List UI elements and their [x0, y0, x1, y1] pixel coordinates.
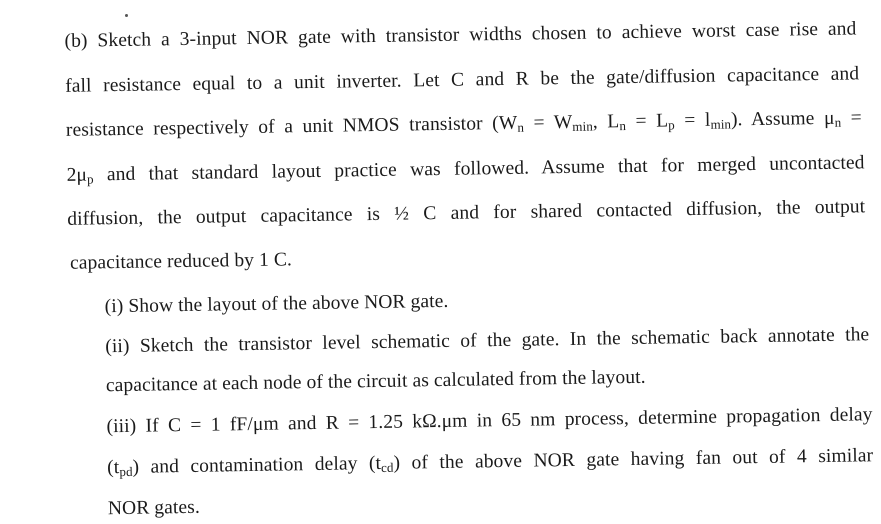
text-segment: = W [523, 111, 573, 134]
question-line-5: diffusion, the output capacitance is ½ C and for shared contacted diffusion, the output [67, 196, 866, 230]
question-line-2: fall resistance equal to a unit inverter. Let C and R be the gate/diffusion capacitance and [65, 63, 860, 97]
subscript: pd [119, 463, 133, 480]
text-segment: = l [674, 109, 711, 132]
text-segment: ) of the above NOR gate having fan out of 4 similar [393, 445, 874, 474]
part-ii-line-1: (ii) Sketch the transistor level schematic of the gate. In the schematic back annotate the [105, 324, 870, 358]
text-segment: ) and contamination delay (t [132, 452, 382, 478]
text-segment: , L [592, 111, 620, 133]
text-segment: = [841, 107, 862, 129]
text-segment: and that standard layout practice was followed. Assume that for merged uncontacted [106, 152, 865, 186]
text-segment: 2μ [66, 164, 88, 186]
subscript: cd [380, 459, 394, 475]
question-line-1: (b) Sketch a 3-input NOR gate with transistor widths chosen to achieve worst case rise and [64, 18, 857, 52]
part-iii-line-3: NOR gates. [107, 496, 201, 520]
question-line-6: capacitance reduced by 1 C. [69, 249, 293, 274]
subscript: min [572, 118, 593, 134]
text-segment: = L [625, 110, 669, 133]
question-line-3 [66, 106, 862, 146]
part-i: (i) Show the layout of the above NOR gate. [104, 290, 449, 318]
subscript: min [710, 116, 732, 132]
part-iii-line-2 [107, 444, 873, 484]
text-segment: resistance respectively of a unit NMOS transistor (W [65, 112, 518, 141]
part-ii-line-2: capacitance at each node of the circuit as calculated from the layout. [105, 366, 646, 397]
subscript: n [619, 118, 627, 134]
subscript: p [668, 117, 675, 133]
part-iii-line-1: (iii) If C = 1 fF/μm and R = 1.25 kΩ.μm in 65 nm process, determine propagation delay [106, 404, 873, 438]
subscript: p [86, 171, 94, 187]
text-segment: (t [107, 457, 120, 479]
question-line-4 [66, 151, 864, 192]
subscript: n [517, 119, 525, 135]
subscript: n [834, 114, 842, 130]
text-segment: ). Assume μ [730, 107, 835, 131]
